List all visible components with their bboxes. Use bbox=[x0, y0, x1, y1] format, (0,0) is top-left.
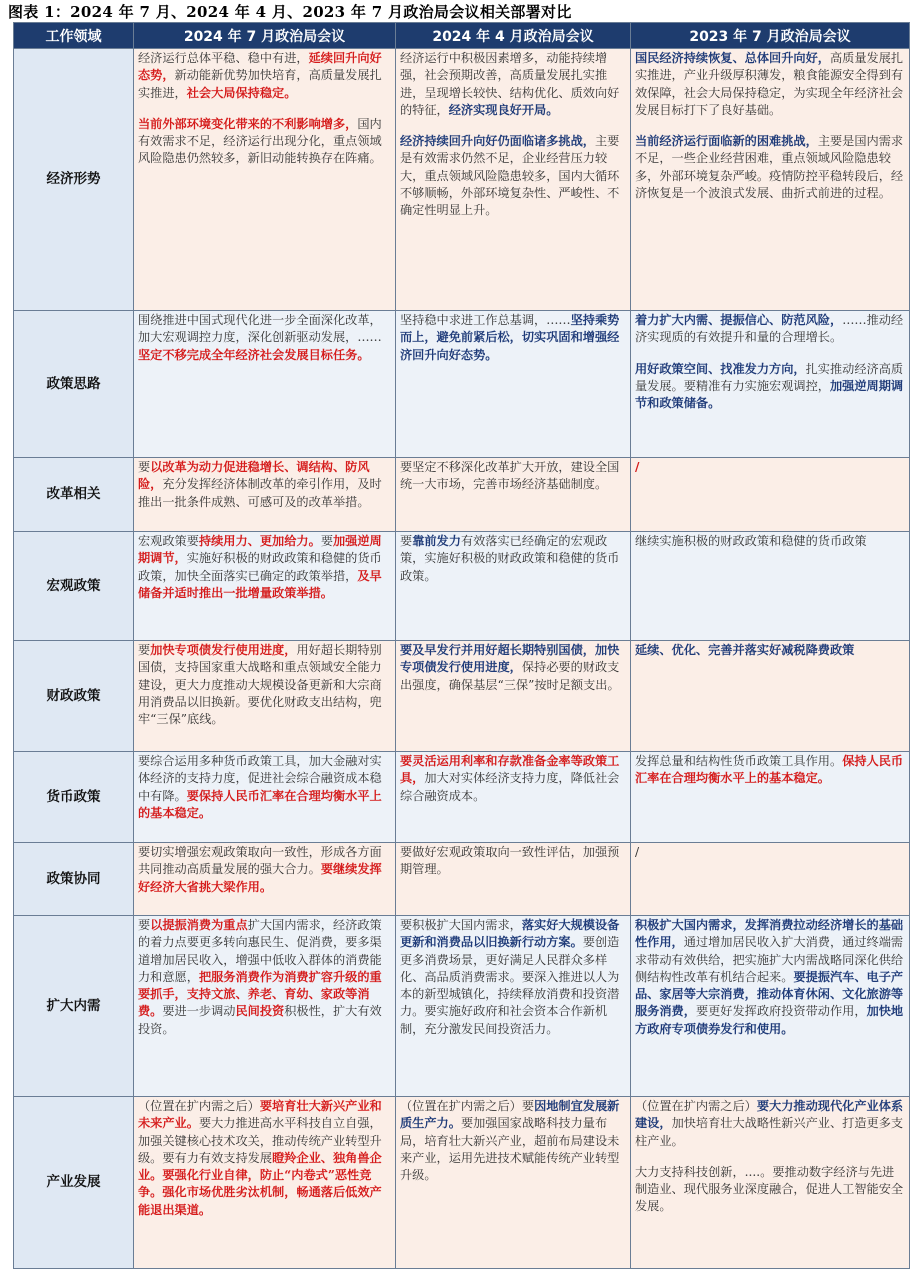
cell-text: 国内有效需求不足，经济运行出现分化，重点领域风险隐患仍然较多，新旧动能转换存在阵痛。 bbox=[138, 116, 382, 166]
highlight-red-text: 瞪羚企业、独角兽企业。要强化行业自律，防止“内卷式”恶性竞争。强化市场优胜劣汰机制，畅通落后低效产能退出渠道。 bbox=[138, 1150, 382, 1217]
area-cell: 货币政策 bbox=[14, 752, 134, 843]
highlight-blue-text: 经济实现良好开局。 bbox=[448, 102, 559, 117]
cell-2024-jul bbox=[134, 1097, 396, 1269]
cell-text: 要积极扩大国内需求， bbox=[400, 918, 522, 932]
cell-text: 有效落实已经确定的宏观政策，实施好积极的财政政策和稳健的货币政策。 bbox=[400, 534, 620, 583]
highlight-red-text: 保持人民币汇率在合理均衡水平上的基本稳定。 bbox=[635, 754, 904, 786]
cell-2024-apr bbox=[396, 311, 631, 458]
cell-2023-jul bbox=[631, 916, 910, 1097]
cell-text: （位置在扩内需之后）要 bbox=[400, 1099, 535, 1113]
highlight-blue-text: 要大力推动现代化产业体系建设， bbox=[635, 1099, 904, 1131]
cell-2024-jul bbox=[134, 641, 396, 752]
cell-2023-jul bbox=[631, 458, 910, 532]
row-monetary-policy bbox=[14, 752, 910, 843]
cell-text: 要切实增强宏观政策取向一致性，形成各方面共同推动高质量发展的强大合力。 bbox=[138, 845, 382, 877]
cell-text: 要 bbox=[138, 918, 151, 932]
cell-text: 主要是有效需求仍然不足，企业经营压力较大，重点领域风险隐患较多，国内大循环不够顺畅，外部环境复杂性、严峻性、不确定性明显上升。 bbox=[400, 134, 620, 218]
figure-title: 图表 1：2024 年 7 月、2024 年 4 月、2023 年 7 月政治局会议相关部署对比 bbox=[8, 3, 572, 21]
cell-text: 大力支持科技创新，....。要推动数字经济与先进制造业、现代服务业深度融合，促进人工智能安全发展。 bbox=[635, 1164, 904, 1214]
row-economic-situation bbox=[14, 49, 910, 311]
cell-2023-jul bbox=[631, 752, 910, 843]
cell-text: 继续实施积极的财政政策和稳健的货币政策 bbox=[635, 534, 867, 548]
highlight-red-text: 坚定不移完成全年经济社会发展目标任务。 bbox=[138, 347, 370, 362]
cell-2023-jul bbox=[631, 843, 910, 916]
cell-text: 积极性，扩大有效投资。 bbox=[138, 1004, 382, 1036]
highlight-blue-text: 坚持乘势而上，避免前紧后松，切实巩固和增强经济回升向好态势。 bbox=[400, 313, 620, 362]
cell-text: 新动能新优势加快培育，高质量发展扎实推进， bbox=[138, 68, 382, 100]
cell-text: 要 bbox=[320, 534, 333, 548]
paragraph-gap bbox=[400, 119, 626, 133]
cell-text: / bbox=[635, 845, 640, 859]
header-2024-jul: 2024 年 7 月政治局会议 bbox=[134, 23, 396, 49]
cell-text: 经济运行总体平稳、稳中有进， bbox=[138, 51, 309, 65]
cell-text: 要 bbox=[400, 534, 413, 548]
area-cell: 政策思路 bbox=[14, 311, 134, 458]
cell-text: 要大力推进高水平科技自立自强，加强关键核心技术攻关，推动传统产业转型升级。要有力有效支持发展 bbox=[138, 1116, 382, 1165]
highlight-red-text: 要继续发挥好经济大省挑大梁作用。 bbox=[138, 862, 382, 894]
cell-2023-jul bbox=[631, 311, 910, 458]
cell-2024-jul bbox=[134, 458, 396, 532]
area-cell: 宏观政策 bbox=[14, 532, 134, 641]
cell-text: 要创造更多消费场景，更好满足人民群众多样化、高品质消费需求。要深入推进以人为本的新型城镇化，持续释放消费和投资潜力。要实施好政府和社会资本合作新机制，充分激发民间投资活力。 bbox=[400, 935, 620, 1036]
header-2024-apr: 2024 年 4 月政治局会议 bbox=[396, 23, 631, 49]
cell-text: 加快培育壮大战略性新兴产业、打造更多支柱产业。 bbox=[635, 1116, 904, 1148]
highlight-red-text: 加强逆周期调节， bbox=[138, 534, 382, 566]
highlight-blue-text: 落实好大规模设备更新和消费品以旧换新行动方案。 bbox=[400, 918, 620, 950]
highlight-blue-text: 要及早发行并用好超长期特别国债，加快专项债发行使用进度， bbox=[400, 643, 620, 675]
cell-2024-apr bbox=[396, 532, 631, 641]
highlight-blue-text: 用好政策空间、找准发力方向， bbox=[635, 361, 806, 376]
cell-2023-jul bbox=[631, 1097, 910, 1269]
cell-text: 实施好积极的财政政策和稳健的货币政策，加快全面落实已确定的政策举措， bbox=[138, 551, 382, 583]
highlight-red-text: 要保持人民币汇率在合理均衡水平上的基本稳定。 bbox=[138, 788, 382, 820]
cell-text: 要做好宏观政策取向一致性评估，加强预期管理。 bbox=[400, 845, 620, 877]
cell-text: 坚持稳中求进工作总基调，…… bbox=[400, 313, 571, 327]
highlight-blue-text: 着力扩大内需、提振信心、防范风险， bbox=[635, 313, 843, 327]
cell-2023-jul bbox=[631, 532, 910, 641]
cell-text: （位置在扩内需之后） bbox=[635, 1099, 757, 1113]
cell-2024-jul bbox=[134, 49, 396, 311]
cell-text: 通过增加居民收入扩大消费，通过终端需求带动有效供给，把实施扩大内需战略同深化供给侧结构性改革有机结合起来。 bbox=[635, 935, 904, 984]
highlight-red-text: / bbox=[635, 460, 640, 474]
highlight-blue-text: 加强逆周期调节和政策储备。 bbox=[635, 378, 904, 411]
area-cell: 扩大内需 bbox=[14, 916, 134, 1097]
highlight-red-text: 以提振消费为重点 bbox=[150, 918, 248, 932]
row-policy-coordination bbox=[14, 843, 910, 916]
area-cell: 政策协同 bbox=[14, 843, 134, 916]
highlight-red-text: 民间投资 bbox=[235, 1004, 285, 1019]
highlight-blue-text: 延续、优化、完善并落实好减税降费政策 bbox=[635, 643, 855, 657]
cell-text: 主要是国内需求不足，一些企业经营困难，重点领域风险隐患较多，外部环境复杂严峻。疫情防控平稳转段后，经济恢复是一个波浪式发展、曲折式前进的过程。 bbox=[635, 134, 904, 201]
highlight-blue-text: 要提振汽车、电子产品、家居等大宗消费，推动体育休闲、文化旅游等服务消费， bbox=[635, 969, 904, 1019]
highlight-blue-text: 当前经济运行面临新的困难挑战， bbox=[635, 134, 818, 149]
paragraph-gap bbox=[635, 119, 905, 133]
highlight-red-text: 持续用力、更加给力。 bbox=[198, 534, 321, 548]
cell-text: 扩大国内需求，经济政策的着力点要更多转向惠民生、促消费，要多渠道增加居民收入，增强中低收入群体的消费能力和意愿， bbox=[138, 918, 382, 984]
highlight-blue-text: 靠前发力 bbox=[412, 534, 461, 548]
cell-2024-jul bbox=[134, 843, 396, 916]
cell-text: 发挥总量和结构性货币政策工具作用。 bbox=[635, 754, 843, 768]
cell-text: 要综合运用多种货币政策工具，加大金融对实体经济的支持力度，促进社会综合融资成本稳中有降。 bbox=[138, 754, 382, 803]
cell-2024-jul bbox=[134, 311, 396, 458]
cell-text: （位置在扩内需之后） bbox=[138, 1099, 260, 1113]
paragraph-gap bbox=[635, 1150, 905, 1164]
cell-text: 宏观政策要 bbox=[138, 534, 199, 548]
cell-text: 要坚定不移深化改革扩大开放，建设全国统一大市场，完善市场经济基础制度。 bbox=[400, 460, 620, 492]
row-reform bbox=[14, 458, 910, 532]
area-cell: 经济形势 bbox=[14, 49, 134, 311]
highlight-blue-text: 国民经济持续恢复、总体回升向好， bbox=[635, 51, 830, 65]
cell-2024-apr bbox=[396, 752, 631, 843]
highlight-blue-text: 积极扩大国内需求，发挥消费拉动经济增长的基础性作用， bbox=[635, 918, 904, 950]
header-area: 工作领域 bbox=[14, 23, 134, 49]
highlight-red-text: 把服务消费作为消费扩容升级的重要抓手，支持文旅、养老、育幼、家政等消费。 bbox=[138, 969, 382, 1019]
highlight-red-text: 加快专项债发行使用进度， bbox=[150, 643, 297, 657]
area-cell: 财政政策 bbox=[14, 641, 134, 752]
cell-text: 要进一步调动 bbox=[162, 1004, 236, 1019]
cell-text: 要 bbox=[138, 460, 151, 474]
highlight-red-text: 社会大局保持稳定。 bbox=[186, 85, 297, 100]
paragraph-gap bbox=[635, 347, 905, 361]
cell-2024-apr bbox=[396, 916, 631, 1097]
cell-2024-jul bbox=[134, 916, 396, 1097]
paragraph-gap bbox=[138, 102, 391, 116]
cell-text: ……推动经济实现质的有效提升和量的合理增长。 bbox=[635, 313, 904, 345]
cell-2024-apr bbox=[396, 49, 631, 311]
cell-text: 高质量发展扎实推进，产业升级厚积薄发，粮食能源安全得到有效保障，社会大局保持稳定，为实现全年经济社会发展目标打下了良好基础。 bbox=[635, 51, 904, 117]
cell-text: 要加强国家战略科技力量布局，培育壮大新兴产业，超前布局建设未来产业，运用先进技术赋能传统产业转型升级。 bbox=[400, 1116, 620, 1183]
cell-2024-apr bbox=[396, 458, 631, 532]
row-domestic-demand bbox=[14, 916, 910, 1097]
highlight-red-text: 要灵活运用利率和存款准备金率等政策工具， bbox=[400, 754, 620, 786]
row-fiscal-policy bbox=[14, 641, 910, 752]
area-cell: 改革相关 bbox=[14, 458, 134, 532]
highlight-red-text: 延续回升向好态势， bbox=[138, 51, 382, 83]
cell-text: 扎实推动经济高质量发展。要精准有力实施宏观调控， bbox=[635, 361, 904, 393]
cell-2024-jul bbox=[134, 532, 396, 641]
comparison-table bbox=[13, 22, 910, 1269]
cell-text: 要更好发挥政府投资带动作用， bbox=[695, 1004, 867, 1019]
cell-2023-jul bbox=[631, 49, 910, 311]
cell-2024-apr bbox=[396, 843, 631, 916]
header-2023-jul: 2023 年 7 月政治局会议 bbox=[631, 23, 910, 49]
highlight-red-text: 以改革为动力促进稳增长、调结构、防风险， bbox=[138, 460, 370, 492]
header-row bbox=[14, 23, 910, 49]
highlight-blue-text: 加快地方政府专项债券发行和使用。 bbox=[635, 1004, 904, 1036]
area-cell: 产业发展 bbox=[14, 1097, 134, 1269]
cell-2024-apr bbox=[396, 1097, 631, 1269]
cell-text: 经济运行中积极因素增多，动能持续增强，社会预期改善，高质量发展扎实推进，呈现增长较快、结构优化、质效向好的特征， bbox=[400, 51, 620, 117]
cell-text: 加大对实体经济支持力度，降低社会综合融资成本。 bbox=[400, 771, 620, 803]
highlight-red-text: 要培育壮大新兴产业和未来产业。 bbox=[138, 1099, 382, 1131]
row-macro-policy bbox=[14, 532, 910, 641]
cell-2024-jul bbox=[134, 752, 396, 843]
highlight-red-text: 及早储备并适时推出一批增量政策举措。 bbox=[138, 568, 382, 600]
cell-text: 保持必要的财政支出强度，确保基层“三保”按时足额支出。 bbox=[400, 660, 620, 692]
cell-text: 充分发挥经济体制改革的牵引作用，及时推出一批条件成熟、可感可及的改革举措。 bbox=[138, 477, 382, 509]
highlight-red-text: 当前外部环境变化带来的不利影响增多， bbox=[138, 116, 358, 131]
row-policy-approach bbox=[14, 311, 910, 458]
cell-2023-jul bbox=[631, 641, 910, 752]
cell-2024-apr bbox=[396, 641, 631, 752]
cell-text: 要 bbox=[138, 643, 151, 657]
highlight-blue-text: 因地制宜发展新质生产力。 bbox=[400, 1099, 620, 1131]
row-industry-development bbox=[14, 1097, 910, 1269]
cell-text: 围绕推进中国式现代化进一步全面深化改革，加大宏观调控力度，深化创新驱动发展，…… bbox=[138, 313, 382, 345]
highlight-blue-text: 经济持续回升向好仍面临诸多挑战， bbox=[400, 134, 595, 149]
cell-text: 用好超长期特别国债，支持国家重大战略和重点领域安全能力建设，更大力度推动大规模设备更新和大宗商用消费品以旧换新。要优化财政支出结构，兜牢“三保”底线。 bbox=[138, 643, 382, 727]
